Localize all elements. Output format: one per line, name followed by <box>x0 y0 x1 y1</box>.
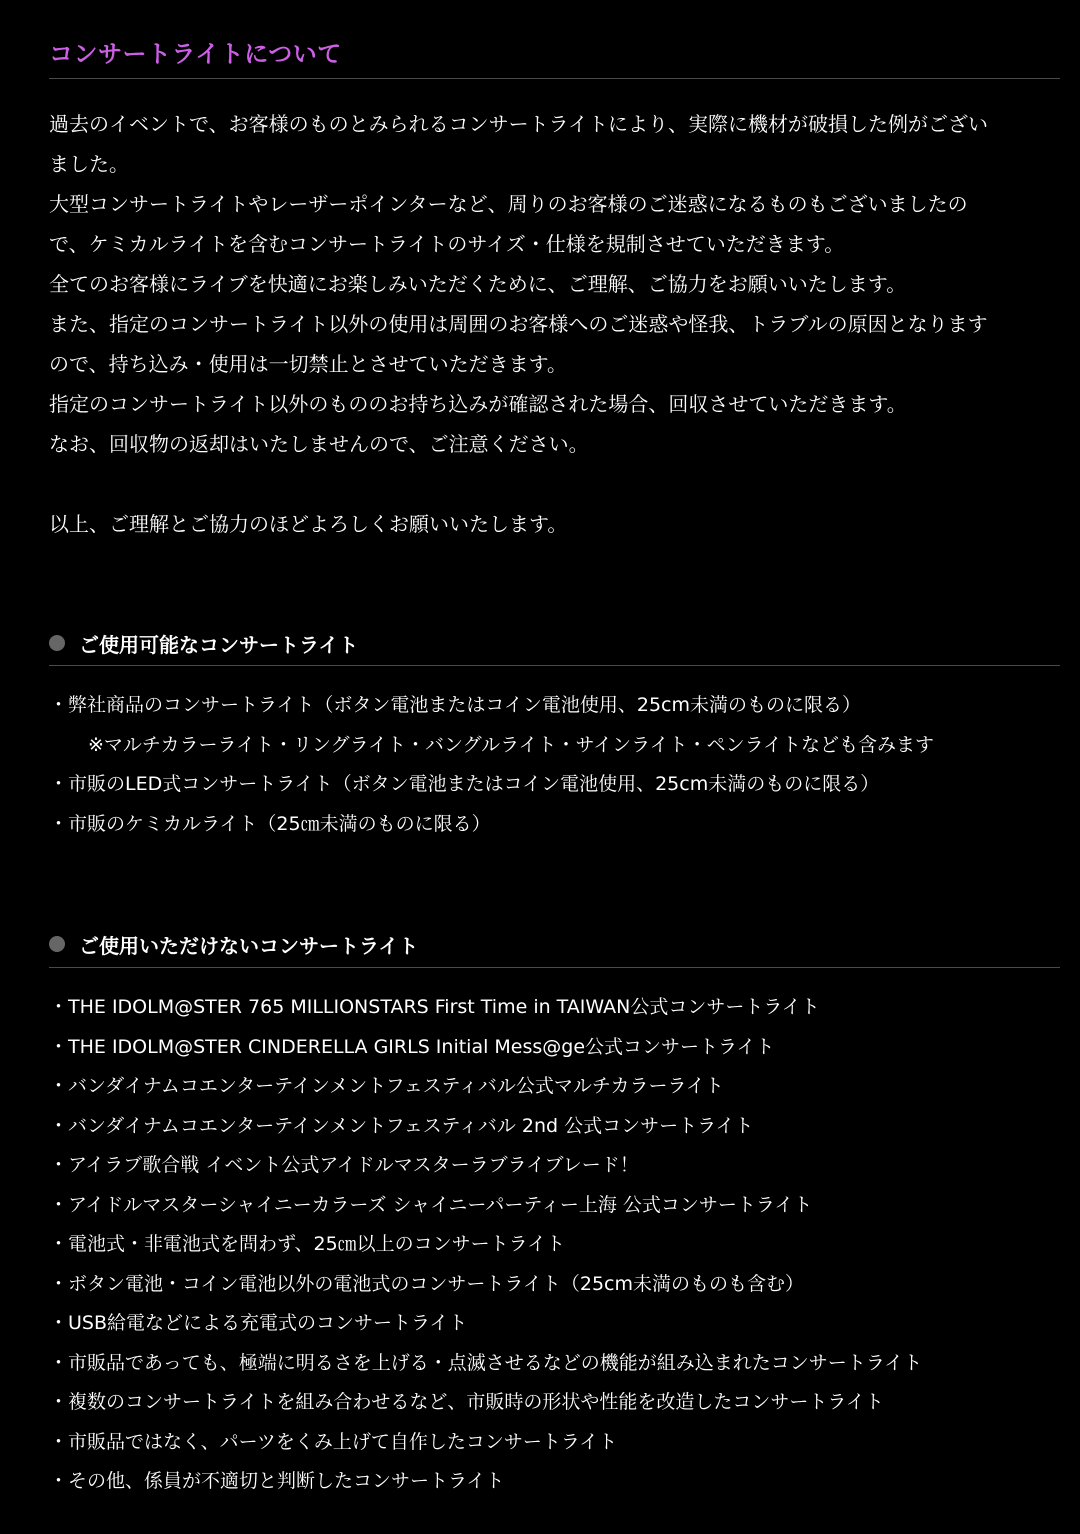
list-item <box>49 1265 1060 1305</box>
list-item <box>49 1423 1060 1463</box>
list-mark: ・ <box>49 1470 69 1492</box>
list-item-text: アイラブ歌合戦 イベント公式アイドルマスターラブライブレード！ <box>68 1154 639 1176</box>
list-item <box>49 1304 1060 1344</box>
list-mark: ・ <box>49 1035 69 1058</box>
prohibited-section-divider <box>49 967 1060 968</box>
intro-line: で、ケミカルライトを含むコンサートライトのサイズ・仕様を規制させていただきます。 <box>49 232 845 256</box>
list-mark: ・ <box>49 1312 69 1334</box>
list-mark: ・ <box>49 1391 69 1413</box>
list-item-text: 市販のLED式コンサートライト（ボタン電池またはコイン電池使用、25cm未満のものに限る） <box>68 773 880 795</box>
list-mark: ・ <box>49 1233 69 1255</box>
list-mark: ・ <box>49 694 69 716</box>
list-mark: ・ <box>49 1075 69 1097</box>
bullet-circle-icon <box>49 635 65 651</box>
prohibited-section-heading <box>49 929 418 959</box>
list-item <box>49 988 1060 1028</box>
prohibited-list <box>49 988 1060 1502</box>
intro-line: 過去のイベントで、お客様のものとみられるコンサートライトにより、実際に機材が破損した例がござい <box>49 112 988 136</box>
allowed-section-divider <box>49 665 1060 666</box>
list-mark: ・ <box>49 1114 69 1137</box>
allowed-list <box>49 686 1060 844</box>
list-item-text: USB給電などによる充電式のコンサートライト <box>68 1312 468 1334</box>
list-item-text: 複数のコンサートライトを組み合わせるなど、市販時の形状や性能を改造したコンサートライト <box>68 1391 884 1413</box>
list-item <box>49 1462 1060 1502</box>
list-mark: ・ <box>49 812 69 835</box>
list-item <box>49 1028 1060 1068</box>
list-mark: ・ <box>49 773 69 795</box>
list-item-text: バンダイナムコエンターテインメントフェスティバル公式マルチカラーライト <box>68 1075 724 1097</box>
title-divider <box>49 78 1060 79</box>
intro-text <box>49 104 1060 544</box>
intro-spacer <box>49 464 1060 504</box>
list-item-text: THE IDOLM@STER 765 MILLIONSTARS First Time in TAIWAN公式コンサートライト <box>68 996 820 1018</box>
list-item-text: 市販のケミカルライト（25㎝未満のものに限る） <box>68 812 491 835</box>
intro-line: 指定のコンサートライト以外のもののお持ち込みが確認された場合、回収させていただきます。 <box>49 392 907 416</box>
list-item-text: ボタン電池・コイン電池以外の電池式のコンサートライト（25cm未満のものも含む） <box>68 1272 804 1295</box>
list-item <box>49 1146 1060 1186</box>
list-item-text: アイドルマスターシャイニーカラーズ シャイニーパーティー上海 公式コンサートライト <box>68 1193 813 1216</box>
list-mark: ・ <box>49 1272 69 1295</box>
list-item <box>49 1067 1060 1107</box>
list-item-text: その他、係員が不適切と判断したコンサートライト <box>68 1470 505 1492</box>
intro-line: 全てのお客様にライブを快適にお楽しみいただくために、ご理解、ご協力をお願いいたします。 <box>49 272 907 296</box>
list-item <box>49 1383 1060 1423</box>
allowed-section-title: ご使用可能なコンサートライト <box>79 632 359 657</box>
list-item-note <box>49 726 1060 766</box>
list-item <box>49 1344 1060 1384</box>
list-mark: ・ <box>49 1193 69 1216</box>
list-item-text: 電池式・非電池式を問わず、25㎝以上のコンサートライト <box>68 1233 566 1255</box>
list-item-text: ※マルチカラーライト・リングライト・バングルライト・サインライト・ペンライトなども含みます <box>88 733 935 756</box>
list-item <box>49 805 1060 845</box>
list-item <box>49 686 1060 726</box>
intro-line: 大型コンサートライトやレーザーポインターなど、周りのお客様のご迷惑になるものもございましたの <box>49 192 968 216</box>
list-item <box>49 765 1060 805</box>
bullet-circle-icon <box>49 936 65 952</box>
intro-closing-line: 以上、ご理解とご協力のほどよろしくお願いいたします。 <box>49 512 568 536</box>
intro-line: ので、持ち込み・使用は一切禁止とさせていただきます。 <box>49 352 567 376</box>
allowed-section-heading <box>49 628 358 658</box>
list-item-text: 市販品であっても、極端に明るさを上げる・点滅させるなどの機能が組み込まれたコンサートライト <box>68 1351 923 1374</box>
list-item <box>49 1186 1060 1226</box>
list-item-text: 市販品ではなく、パーツをくみ上げて自作したコンサートライト <box>68 1430 618 1453</box>
list-item-text: バンダイナムコエンターテインメントフェスティバル 2nd 公式コンサートライト <box>68 1114 754 1137</box>
intro-line: また、指定のコンサートライト以外の使用は周囲のお客様へのご迷惑や怪我、トラブルの原因となります <box>49 312 988 336</box>
list-mark: ・ <box>49 1430 69 1453</box>
page-title: コンサートライトについて <box>49 40 342 68</box>
intro-line: ました。 <box>49 152 129 176</box>
list-mark: ・ <box>49 1351 69 1374</box>
list-item <box>49 1107 1060 1147</box>
list-item-text: 弊社商品のコンサートライト（ボタン電池またはコイン電池使用、25cm未満のものに限る） <box>68 694 861 716</box>
list-mark: ・ <box>49 1154 69 1176</box>
list-item <box>49 1225 1060 1265</box>
list-mark: ・ <box>49 996 69 1018</box>
list-item-text: THE IDOLM@STER CINDERELLA GIRLS Initial Mess@ge公式コンサートライト <box>68 1035 775 1058</box>
prohibited-section-title: ご使用いただけないコンサートライト <box>79 933 419 958</box>
intro-line: なお、回収物の返却はいたしませんので、ご注意ください。 <box>49 432 589 456</box>
